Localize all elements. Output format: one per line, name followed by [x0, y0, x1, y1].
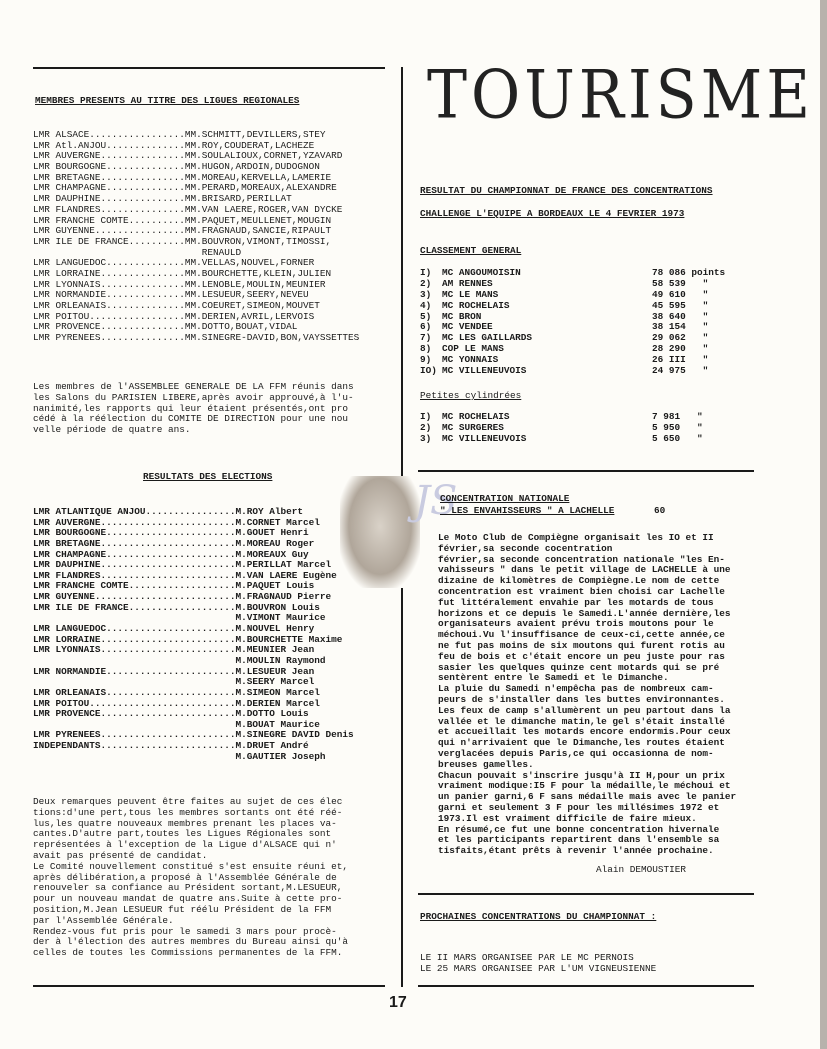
election-row: LMR FRANCHE COMTE...................M.PAQUET Louis [33, 580, 315, 592]
classement-row-points: 49 610 " [652, 288, 709, 300]
article-line: février,sa seconde concentration nationale "les En- [438, 553, 725, 565]
classement-row-rank: 9) [420, 354, 432, 366]
article-line: organisateurs avaient prévu trois moutons pour le [438, 618, 714, 630]
article-line: sasier les quelques quinze cent motards qui se pré [438, 661, 720, 673]
ligue-row: LMR Atl.ANJOU..............MM.ROY,COUDERAT,LACHEZE [33, 139, 315, 151]
election-row: LMR LYONNAIS........................M.MEUNIER Jean [33, 644, 315, 656]
prochaines-list [420, 953, 656, 975]
ligue-row: LMR LORRAINE...............MM.BOURCHETTE,KLEIN,JULIEN [33, 267, 332, 279]
assembly-paragraph [33, 382, 354, 436]
petites-row-points: 7 981 " [652, 411, 703, 422]
election-row: LMR BRETAGNE........................M.MOREAU Roger [33, 537, 315, 549]
prochaine-row: LE 25 MARS ORGANISEE PAR L'UM VIGNEUSIENNE [420, 963, 657, 974]
classement-row-club: MC ROCHELAIS [442, 299, 510, 311]
article-line: dizaine de kilomètres de Compiègne.Le nom de cette [438, 575, 720, 587]
classement-row-rank: 8) [420, 343, 432, 355]
ligue-row: LMR AUVERGNE...............MM.SOULALIOUX,CORNET,YZAVARD [33, 150, 343, 162]
watermark-logo: JS [414, 478, 458, 524]
classement-row-club: MC BRON [442, 310, 482, 322]
assembly-line: les Salons du PARISIEN LIBERE,après avoir approuvé,à l'u- [33, 391, 354, 403]
ligue-row: LMR DAUPHINE...............MM.BRISARD,PERILLAT [33, 193, 292, 205]
remarks-line: après délibération,a proposé à l'Assemblée Générale de [33, 871, 337, 883]
election-row: INDEPENDANTS........................M.DRUET André [33, 740, 309, 752]
election-row: M.VIMONT Maurice [33, 612, 326, 624]
classement-row-points: 24 975 " [652, 365, 709, 377]
article-author: Alain DEMOUSTIER [596, 864, 687, 875]
classement-row-club: MC ANGOUMOISIN [442, 267, 521, 278]
article-line: ne fut pas moins de six moutons qui furent rotis au [438, 639, 725, 651]
remarks-line: position,M.Jean LESUEUR fut réélu Président de la FFM [33, 903, 332, 915]
classement-row-points: 38 640 " [652, 310, 709, 322]
petites-row-rank: I) [420, 411, 432, 422]
election-row: LMR NORMANDIE.......................M.LESUEUR Jean [33, 665, 315, 677]
assembly-line: cédé à la réélection du COMITE DE DIRECTION pour une nou [33, 413, 349, 425]
challenge-line: CHALLENGE L'EQUIPE A BORDEAUX LE 4 FEVRIER 1973 [420, 208, 685, 219]
classement-row-rank: 5) [420, 310, 432, 322]
article-line: février,sa seconde cocentration [438, 542, 613, 554]
classement-row-rank: I) [420, 267, 432, 278]
petites-row-rank: 2) [420, 421, 432, 433]
article-line: méchoui.Vu l'insuffisance de ceux-ci,cette année,ce [438, 629, 725, 641]
right-bottom-rule [418, 985, 754, 987]
classement-row-points: 28 290 " [652, 343, 709, 355]
election-row: LMR FLANDRES........................M.VAN LAERE Eugène [33, 569, 337, 581]
petites-row-rank: 3) [420, 432, 432, 444]
petites-row-club: MC VILLENEUVOIS [442, 432, 527, 444]
election-row: LMR CHAMPAGNE.......................M.MOREAUX Guy [33, 548, 309, 560]
article-line: Les feux de camp s'allumèrent un peu partout dans la [438, 704, 731, 716]
election-row: LMR PROVENCE........................M.DOTTO Louis [33, 708, 309, 720]
remarks-line: par l'Assemblée Générale. [33, 914, 174, 926]
ligue-row: LMR FLANDRES...............MM.VAN LAERE,ROGER,VAN DYCKE [33, 203, 343, 215]
ligue-row: LMR ILE DE FRANCE..........MM.BOUVRON,VIMONT,TIMOSSI, [33, 235, 332, 247]
classement-row-rank: IO) [420, 365, 437, 377]
classement-title: CLASSEMENT GENERAL [420, 245, 522, 256]
remarks-paragraph [33, 797, 348, 959]
classement-row-points: 58 539 " [652, 277, 709, 289]
mid-right-rule [418, 470, 754, 472]
ligue-row: LMR NORMANDIE..............MM.LESUEUR,SEERY,NEVEU [33, 289, 309, 301]
article-line: vraiment modique:I5 F pour la médaille,le méchoui et [438, 780, 731, 792]
article-line: fut littéralement envahie par les motards de tous [438, 596, 714, 608]
article-line: peurs de s'installer dans les buttes environnantes. [438, 693, 725, 705]
article-line: sentèrent entre le Samedi et le Dimanche. [438, 672, 669, 684]
prochaine-row: LE II MARS ORGANISEE PAR LE MC PERNOIS [420, 952, 634, 963]
petites-row-points: 5 650 " [652, 432, 703, 444]
remarks-line: pour un nouveau mandat de quatre ans.Suite à cette pro- [33, 893, 343, 905]
scan-edge [820, 0, 827, 1049]
article-line: La pluie du Samedi n'empêcha pas de nombreux cam- [438, 683, 714, 695]
concentration-subtitle: " LES ENVAHISSEURS " A LACHELLE [440, 505, 615, 516]
ligues-title: MEMBRES PRESENTS AU TITRE DES LIGUES REGIONALES [35, 95, 300, 106]
elections-title: RESULTATS DES ELECTIONS [143, 471, 273, 482]
classement-row-club: AM RENNES [442, 277, 493, 289]
election-row: M.MOULIN Raymond [33, 654, 326, 666]
remarks-line: Le Comité nouvellement constitué s'est ensuite réuni et, [33, 860, 349, 872]
petites-title: Petites cylindrées [420, 390, 522, 401]
article-line: feu de bois et c'était encore un peu juste pour ras [438, 650, 725, 662]
remarks-line: Rendez-vous fut pris pour le samedi 3 mars pour procè- [33, 925, 337, 937]
article-line: vallée et le dimanche matin,le gel s'était installé [438, 715, 725, 727]
election-row: LMR ORLEANAIS.......................M.SIMEON Marcel [33, 686, 320, 698]
classement-row-club: MC LES GAILLARDS [442, 332, 533, 344]
classement-row-club: MC VENDEE [442, 321, 493, 333]
remarks-line: der à l'élection des autres membres du Bureau ainsi qu'à [33, 936, 349, 948]
ligue-row: LMR CHAMPAGNE..............MM.PERARD,MOREAUX,ALEXANDRE [33, 182, 337, 194]
classement-row-club: COP LE MANS [442, 343, 504, 355]
ligue-row: LMR GUYENNE................MM.FRAGNAUD,SANCIE,RIPAULT [33, 225, 332, 237]
classement-row-points: 78 086 points [652, 267, 726, 278]
article-body [438, 533, 736, 857]
classement-row-rank: 6) [420, 321, 432, 333]
remarks-line: celles de toutes les Commissions permanentes de la FFM. [33, 947, 343, 959]
assembly-line: velle période de quatre ans. [33, 424, 191, 436]
ligue-row: LMR ALSACE.................MM.SCHMITT,DEVILLERS,STEY [33, 129, 326, 140]
article-line: garni et seulement 3 F pour les millésimes 1972 et [438, 801, 720, 813]
article-line: tisfaits,étant prêts à revenir l'année prochaine. [438, 845, 714, 857]
election-row: LMR POITOU..........................M.DERIEN Marcel [33, 697, 320, 709]
assembly-line: Les membres de l'ASSEMBLEE GENERALE DE LA FFM réunis dans [33, 381, 354, 392]
article-line: et les participants repartirent dans l'ensemble sa [438, 834, 720, 846]
classement-row-rank: 3) [420, 288, 432, 300]
election-row: LMR ATLANTIQUE ANJOU................M.ROY Albert [33, 506, 304, 517]
article-line: qui n'arrivaient que le Dimanche,les routes étaient [438, 737, 725, 749]
ligue-row: LMR BOURGOGNE..............MM.HUGON,ARDOIN,DUDOGNON [33, 161, 320, 173]
article-line: horizons et ce depuis le Samedi.L'année dernière,les [438, 607, 731, 619]
classement-row-rank: 2) [420, 277, 432, 289]
election-row: LMR LORRAINE........................M.BOURCHETTE Maxime [33, 633, 343, 645]
article-line: verglacées depuis Paris,ce qui occasionna de nom- [438, 747, 714, 759]
ligues-list [33, 130, 359, 344]
classement-row-club: MC YONNAIS [442, 354, 499, 366]
elections-list [33, 507, 354, 762]
article-line: vahisseurs " dans le petit village de LACHELLE à une [438, 564, 731, 576]
petites-row-club: MC ROCHELAIS [442, 411, 510, 422]
ligue-row: LMR FRANCHE COMTE..........MM.PAQUET,MEULLENET,MOUGIN [33, 214, 332, 226]
portrait-photo [340, 476, 420, 588]
article-line: 1973.Il est vraiment difficile de faire mieux. [438, 812, 697, 824]
classement-row-club: MC VILLENEUVOIS [442, 365, 527, 377]
election-row: M.GAUTIER Joseph [33, 750, 326, 762]
article-line: concentration est vraiment bien choisi car Lachelle [438, 585, 725, 597]
ligue-row: LMR ORLEANAIS..............MM.COEURET,SIMEON,MOUVET [33, 300, 320, 311]
result-title: RESULTAT DU CHAMPIONNAT DE FRANCE DES CONCENTRATIONS [420, 185, 713, 196]
left-top-rule [33, 67, 385, 69]
petites-row-club: MC SURGERES [442, 421, 504, 433]
remarks-line: renouveler sa confiance au Président sortant,M.LESUEUR, [33, 882, 343, 894]
election-row: M.BOUAT Maurice [33, 718, 320, 730]
remarks-line: lus,les quatre nouveaux membres prenant les places va- [33, 817, 337, 829]
election-row: LMR GUYENNE.........................M.FRAGNAUD Pierre [33, 591, 332, 603]
election-row: LMR ILE DE FRANCE...................M.BOUVRON Louis [33, 601, 320, 613]
tourisme-title: TOURISME [427, 56, 814, 134]
remarks-line: cantes.D'autre part,toutes les Ligues Régionales sont [33, 828, 332, 840]
remarks-line: Deux remarques peuvent être faites au sujet de ces élec [33, 796, 343, 807]
ligue-row: LMR LYONNAIS...............MM.LENOBLE,MOULIN,MEUNIER [33, 278, 326, 290]
election-row: LMR PYRENEES........................M.SINEGRE DAVID Denis [33, 729, 354, 741]
article-line: En résumé,ce fut une bonne concentration hivernale [438, 823, 720, 835]
ligue-row: LMR POITOU.................MM.DERIEN,AVRIL,LERVOIS [33, 310, 315, 322]
assembly-line: nanimité,les rapports qui leur étaient présentés,ont pro [33, 402, 349, 414]
ligue-row: LMR PYRENEES...............MM.SINEGRE-DAVID,BON,VAYSSETTES [33, 332, 360, 344]
election-row: LMR DAUPHINE........................M.PERILLAT Marcel [33, 559, 332, 571]
remarks-line: tions:d'une pert,tous les membres sortants ont été réé- [33, 806, 343, 818]
ligue-row: LMR LANGUEDOC..............MM.VELLAS,NOUVEL,FORNER [33, 257, 315, 269]
remarks-line: avait pas présenté de candidat. [33, 849, 208, 861]
concentration-title: CONCENTRATION NATIONALE [440, 493, 570, 504]
concentration-number: 60 [654, 505, 666, 516]
election-row: LMR AUVERGNE........................M.CORNET Marcel [33, 516, 320, 528]
election-row: LMR BOURGOGNE.......................M.GOUET Henri [33, 527, 309, 539]
classement-row-club: MC LE MANS [442, 288, 499, 300]
petites-row-points: 5 950 " [652, 421, 703, 433]
ligue-row: LMR PROVENCE...............MM.DOTTO,BOUAT,VIDAL [33, 321, 298, 333]
article-line: et accueillait les motards encore endormis.Pour ceux [438, 726, 731, 738]
article-line: un panier garni,6 F sans médaille mais avec le panier [438, 791, 737, 803]
classement-row-rank: 4) [420, 299, 432, 311]
election-row: LMR LANGUEDOC.......................M.NOUVEL Henry [33, 623, 315, 635]
article-line: Le Moto Club de Compiègne organisait les IO et II [438, 532, 714, 543]
election-row: M.SEERY Marcel [33, 676, 315, 688]
article-line: Chacun pouvait s'inscrire jusqu'à II H,pour un prix [438, 769, 725, 781]
classement-row-points: 45 595 " [652, 299, 709, 311]
classement-row-points: 38 154 " [652, 321, 709, 333]
prochaines-rule [418, 893, 754, 895]
left-bottom-rule [33, 985, 385, 987]
ligue-row: RENAULD [33, 246, 242, 258]
article-line: breuses gamelles. [438, 758, 534, 770]
remarks-line: représentées à l'exception de la Ligue d'ALSACE qui n' [33, 839, 337, 851]
prochaines-title: PROCHAINES CONCENTRATIONS DU CHAMPIONNAT : [420, 911, 657, 922]
classement-row-points: 26 III " [652, 354, 709, 366]
classement-row-points: 29 062 " [652, 332, 709, 344]
classement-row-rank: 7) [420, 332, 432, 344]
ligue-row: LMR BRETAGNE...............MM.MOREAU,KERVELLA,LAMERIE [33, 171, 332, 183]
page-number: 17 [389, 994, 407, 1011]
